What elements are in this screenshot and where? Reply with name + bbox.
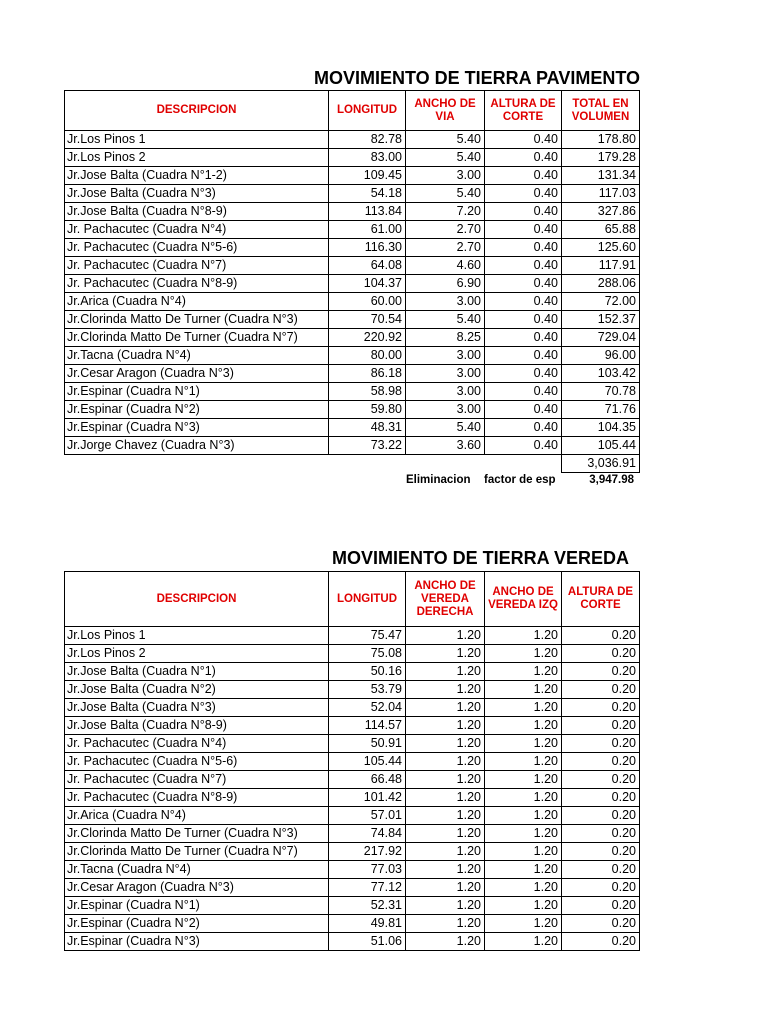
row-value: 50.16 xyxy=(329,663,406,681)
row-value: 1.20 xyxy=(485,897,562,915)
row-value: 1.20 xyxy=(485,627,562,645)
row-value: 52.04 xyxy=(329,699,406,717)
row-value: 0.20 xyxy=(562,879,640,897)
row-value: 0.40 xyxy=(485,221,562,239)
row-description: Jr.Los Pinos 1 xyxy=(65,131,329,149)
row-value: 0.40 xyxy=(485,401,562,419)
row-value: 288.06 xyxy=(562,275,640,293)
row-description: Jr.Espinar (Cuadra N°2) xyxy=(65,915,329,933)
header-ancho-via: ANCHO DE VIA xyxy=(406,91,485,131)
row-value: 113.84 xyxy=(329,203,406,221)
row-value: 0.20 xyxy=(562,915,640,933)
row-value: 104.37 xyxy=(329,275,406,293)
row-value: 1.20 xyxy=(406,699,485,717)
header-descripcion: DESCRIPCION xyxy=(65,91,329,131)
row-description: Jr. Pachacutec (Cuadra N°7) xyxy=(65,771,329,789)
table-row xyxy=(65,437,640,455)
row-value: 1.20 xyxy=(485,843,562,861)
row-value: 51.06 xyxy=(329,933,406,951)
row-value: 0.20 xyxy=(562,717,640,735)
row-description: Jr.Arica (Cuadra N°4) xyxy=(65,807,329,825)
row-description: Jr. Pachacutec (Cuadra N°8-9) xyxy=(65,275,329,293)
row-value: 2.70 xyxy=(406,239,485,257)
row-description: Jr. Pachacutec (Cuadra N°5-6) xyxy=(65,239,329,257)
row-value: 2.70 xyxy=(406,221,485,239)
table-row xyxy=(65,401,640,419)
row-value: 0.40 xyxy=(485,437,562,455)
row-value: 52.31 xyxy=(329,897,406,915)
row-value: 104.35 xyxy=(562,419,640,437)
row-value: 0.40 xyxy=(485,131,562,149)
row-value: 50.91 xyxy=(329,735,406,753)
row-value: 1.20 xyxy=(406,825,485,843)
table-row xyxy=(65,699,640,717)
row-value: 0.40 xyxy=(485,257,562,275)
row-value: 131.34 xyxy=(562,167,640,185)
row-value: 70.78 xyxy=(562,383,640,401)
row-description: Jr.Clorinda Matto De Turner (Cuadra N°7) xyxy=(65,843,329,861)
table-row xyxy=(65,419,640,437)
row-value: 64.08 xyxy=(329,257,406,275)
row-value: 6.90 xyxy=(406,275,485,293)
row-value: 103.42 xyxy=(562,365,640,383)
row-value: 3.00 xyxy=(406,365,485,383)
table-row xyxy=(65,221,640,239)
row-value: 0.20 xyxy=(562,771,640,789)
row-value: 0.20 xyxy=(562,663,640,681)
row-value: 0.20 xyxy=(562,789,640,807)
row-description: Jr.Cesar Aragon (Cuadra N°3) xyxy=(65,365,329,383)
table-row xyxy=(65,293,640,311)
row-value: 1.20 xyxy=(485,807,562,825)
header-ancho-vereda-izq: ANCHO DE VEREDA IZQ xyxy=(485,572,562,627)
row-value: 59.80 xyxy=(329,401,406,419)
row-value: 0.20 xyxy=(562,897,640,915)
row-value: 5.40 xyxy=(406,419,485,437)
row-value: 53.79 xyxy=(329,681,406,699)
row-value: 75.08 xyxy=(329,645,406,663)
vereda-title: MOVIMIENTO DE TIERRA VEREDA xyxy=(332,548,630,568)
row-description: Jr.Jorge Chavez (Cuadra N°3) xyxy=(65,437,329,455)
row-description: Jr.Los Pinos 2 xyxy=(65,645,329,663)
vereda-body xyxy=(65,627,640,951)
row-value: 3.60 xyxy=(406,437,485,455)
row-value: 105.44 xyxy=(562,437,640,455)
row-value: 5.40 xyxy=(406,185,485,203)
row-value: 1.20 xyxy=(485,771,562,789)
table-row xyxy=(65,627,640,645)
row-value: 1.20 xyxy=(485,825,562,843)
row-value: 3.00 xyxy=(406,293,485,311)
factor-label: factor de esp xyxy=(484,474,556,486)
row-value: 73.22 xyxy=(329,437,406,455)
row-value: 65.88 xyxy=(562,221,640,239)
row-value: 3.00 xyxy=(406,167,485,185)
row-description: Jr.Cesar Aragon (Cuadra N°3) xyxy=(65,879,329,897)
row-description: Jr.Jose Balta (Cuadra N°1) xyxy=(65,663,329,681)
row-value: 1.20 xyxy=(485,681,562,699)
table-row xyxy=(65,933,640,951)
row-value: 96.00 xyxy=(562,347,640,365)
table-row xyxy=(65,239,640,257)
row-value: 1.20 xyxy=(485,789,562,807)
table-row xyxy=(65,861,640,879)
row-value: 0.20 xyxy=(562,699,640,717)
row-value: 178.80 xyxy=(562,131,640,149)
row-description: Jr. Pachacutec (Cuadra N°4) xyxy=(65,221,329,239)
row-value: 3.00 xyxy=(406,347,485,365)
row-description: Jr.Espinar (Cuadra N°2) xyxy=(65,401,329,419)
table-row xyxy=(65,347,640,365)
table-row xyxy=(65,383,640,401)
row-description: Jr.Espinar (Cuadra N°3) xyxy=(65,933,329,951)
row-value: 1.20 xyxy=(406,735,485,753)
header-total-volumen: TOTAL EN VOLUMEN xyxy=(562,91,640,131)
row-value: 3.00 xyxy=(406,401,485,419)
header-altura-corte: ALTURA DE CORTE xyxy=(485,91,562,131)
row-value: 125.60 xyxy=(562,239,640,257)
row-value: 83.00 xyxy=(329,149,406,167)
row-value: 0.40 xyxy=(485,167,562,185)
table-row xyxy=(65,735,640,753)
row-description: Jr.Tacna (Cuadra N°4) xyxy=(65,861,329,879)
row-value: 327.86 xyxy=(562,203,640,221)
table-row xyxy=(65,897,640,915)
row-value: 116.30 xyxy=(329,239,406,257)
row-value: 152.37 xyxy=(562,311,640,329)
row-value: 117.03 xyxy=(562,185,640,203)
row-value: 117.91 xyxy=(562,257,640,275)
row-value: 1.20 xyxy=(485,717,562,735)
row-value: 1.20 xyxy=(406,645,485,663)
row-value: 70.54 xyxy=(329,311,406,329)
table-row xyxy=(65,257,640,275)
row-value: 1.20 xyxy=(406,915,485,933)
row-description: Jr.Tacna (Cuadra N°4) xyxy=(65,347,329,365)
table-row xyxy=(65,365,640,383)
row-value: 48.31 xyxy=(329,419,406,437)
table-row xyxy=(65,681,640,699)
row-value: 0.40 xyxy=(485,311,562,329)
row-value: 1.20 xyxy=(485,933,562,951)
row-value: 101.42 xyxy=(329,789,406,807)
row-value: 1.20 xyxy=(406,771,485,789)
row-description: Jr. Pachacutec (Cuadra N°8-9) xyxy=(65,789,329,807)
row-value: 0.40 xyxy=(485,203,562,221)
row-value: 0.20 xyxy=(562,645,640,663)
row-description: Jr.Clorinda Matto De Turner (Cuadra N°3) xyxy=(65,311,329,329)
table-row xyxy=(65,645,640,663)
table-row xyxy=(65,131,640,149)
row-value: 1.20 xyxy=(406,681,485,699)
row-value: 217.92 xyxy=(329,843,406,861)
row-value: 0.40 xyxy=(485,419,562,437)
row-value: 0.20 xyxy=(562,753,640,771)
row-value: 1.20 xyxy=(406,717,485,735)
header-altura-corte: ALTURA DE CORTE xyxy=(562,572,640,627)
row-value: 0.20 xyxy=(562,627,640,645)
row-description: Jr.Jose Balta (Cuadra N°8-9) xyxy=(65,203,329,221)
pavimento-table xyxy=(64,90,640,473)
header-longitud: LONGITUD xyxy=(329,91,406,131)
table-row xyxy=(65,663,640,681)
row-value: 1.20 xyxy=(485,861,562,879)
table-row xyxy=(65,807,640,825)
row-value: 58.98 xyxy=(329,383,406,401)
row-value: 7.20 xyxy=(406,203,485,221)
row-value: 5.40 xyxy=(406,149,485,167)
row-value: 105.44 xyxy=(329,753,406,771)
table-row xyxy=(65,203,640,221)
row-value: 61.00 xyxy=(329,221,406,239)
row-value: 0.40 xyxy=(485,347,562,365)
table-row xyxy=(65,275,640,293)
table-row xyxy=(65,311,640,329)
table-row xyxy=(65,915,640,933)
table-row xyxy=(65,753,640,771)
row-description: Jr.Los Pinos 1 xyxy=(65,627,329,645)
table-row xyxy=(65,879,640,897)
row-value: 86.18 xyxy=(329,365,406,383)
row-description: Jr.Clorinda Matto De Turner (Cuadra N°3) xyxy=(65,825,329,843)
row-value: 0.20 xyxy=(562,825,640,843)
row-description: Jr.Arica (Cuadra N°4) xyxy=(65,293,329,311)
row-value: 179.28 xyxy=(562,149,640,167)
header-descripcion: DESCRIPCION xyxy=(65,572,329,627)
row-value: 0.40 xyxy=(485,383,562,401)
row-value: 1.20 xyxy=(485,753,562,771)
table-row xyxy=(65,843,640,861)
row-value: 54.18 xyxy=(329,185,406,203)
row-value: 57.01 xyxy=(329,807,406,825)
row-value: 0.40 xyxy=(485,185,562,203)
row-value: 1.20 xyxy=(406,933,485,951)
row-value: 1.20 xyxy=(406,627,485,645)
eliminacion-value: 3,947.98 xyxy=(589,474,634,486)
pavimento-body xyxy=(65,131,640,455)
row-value: 729.04 xyxy=(562,329,640,347)
row-value: 8.25 xyxy=(406,329,485,347)
row-description: Jr.Jose Balta (Cuadra N°1-2) xyxy=(65,167,329,185)
row-description: Jr. Pachacutec (Cuadra N°5-6) xyxy=(65,753,329,771)
row-value: 0.20 xyxy=(562,843,640,861)
eliminacion-label: Eliminacion xyxy=(406,474,471,486)
row-description: Jr.Los Pinos 2 xyxy=(65,149,329,167)
row-description: Jr.Jose Balta (Cuadra N°8-9) xyxy=(65,717,329,735)
row-description: Jr. Pachacutec (Cuadra N°4) xyxy=(65,735,329,753)
row-value: 1.20 xyxy=(406,789,485,807)
row-value: 5.40 xyxy=(406,311,485,329)
row-value: 220.92 xyxy=(329,329,406,347)
row-value: 0.40 xyxy=(485,239,562,257)
table-row xyxy=(65,329,640,347)
row-value: 80.00 xyxy=(329,347,406,365)
row-value: 0.40 xyxy=(485,293,562,311)
row-description: Jr.Espinar (Cuadra N°1) xyxy=(65,383,329,401)
row-value: 0.20 xyxy=(562,681,640,699)
row-description: Jr.Jose Balta (Cuadra N°3) xyxy=(65,699,329,717)
row-value: 60.00 xyxy=(329,293,406,311)
row-value: 1.20 xyxy=(406,843,485,861)
row-value: 114.57 xyxy=(329,717,406,735)
row-value: 1.20 xyxy=(406,753,485,771)
row-value: 66.48 xyxy=(329,771,406,789)
header-longitud: LONGITUD xyxy=(329,572,406,627)
row-value: 75.47 xyxy=(329,627,406,645)
row-value: 0.20 xyxy=(562,861,640,879)
table-row xyxy=(65,185,640,203)
row-value: 109.45 xyxy=(329,167,406,185)
table-row xyxy=(65,149,640,167)
row-value: 74.84 xyxy=(329,825,406,843)
row-value: 3.00 xyxy=(406,383,485,401)
table-row xyxy=(65,825,640,843)
vereda-table xyxy=(64,571,640,951)
row-value: 0.20 xyxy=(562,807,640,825)
table-row xyxy=(65,167,640,185)
row-value: 0.40 xyxy=(485,329,562,347)
row-value: 4.60 xyxy=(406,257,485,275)
row-description: Jr.Jose Balta (Cuadra N°3) xyxy=(65,185,329,203)
row-value: 1.20 xyxy=(406,663,485,681)
row-value: 1.20 xyxy=(406,879,485,897)
table-row xyxy=(65,771,640,789)
row-description: Jr.Espinar (Cuadra N°3) xyxy=(65,419,329,437)
row-value: 1.20 xyxy=(485,915,562,933)
row-value: 1.20 xyxy=(485,735,562,753)
row-value: 72.00 xyxy=(562,293,640,311)
row-value: 0.40 xyxy=(485,149,562,167)
row-value: 0.20 xyxy=(562,933,640,951)
pavimento-total: 3,036.91 xyxy=(562,455,640,473)
row-value: 1.20 xyxy=(406,807,485,825)
row-value: 1.20 xyxy=(485,699,562,717)
row-value: 82.78 xyxy=(329,131,406,149)
row-value: 49.81 xyxy=(329,915,406,933)
row-description: Jr.Clorinda Matto De Turner (Cuadra N°7) xyxy=(65,329,329,347)
table-row xyxy=(65,789,640,807)
row-value: 1.20 xyxy=(406,897,485,915)
header-ancho-vereda-derecha: ANCHO DE VEREDA DERECHA xyxy=(406,572,485,627)
row-description: Jr.Jose Balta (Cuadra N°2) xyxy=(65,681,329,699)
row-value: 77.12 xyxy=(329,879,406,897)
row-description: Jr.Espinar (Cuadra N°1) xyxy=(65,897,329,915)
row-value: 71.76 xyxy=(562,401,640,419)
pavimento-title: MOVIMIENTO DE TIERRA PAVIMENTO xyxy=(314,68,641,88)
row-value: 1.20 xyxy=(485,663,562,681)
row-value: 5.40 xyxy=(406,131,485,149)
row-value: 1.20 xyxy=(485,879,562,897)
row-value: 0.40 xyxy=(485,365,562,383)
table-row xyxy=(65,717,640,735)
row-value: 1.20 xyxy=(406,861,485,879)
row-value: 0.40 xyxy=(485,275,562,293)
row-value: 77.03 xyxy=(329,861,406,879)
row-value: 1.20 xyxy=(485,645,562,663)
row-value: 0.20 xyxy=(562,735,640,753)
row-description: Jr. Pachacutec (Cuadra N°7) xyxy=(65,257,329,275)
